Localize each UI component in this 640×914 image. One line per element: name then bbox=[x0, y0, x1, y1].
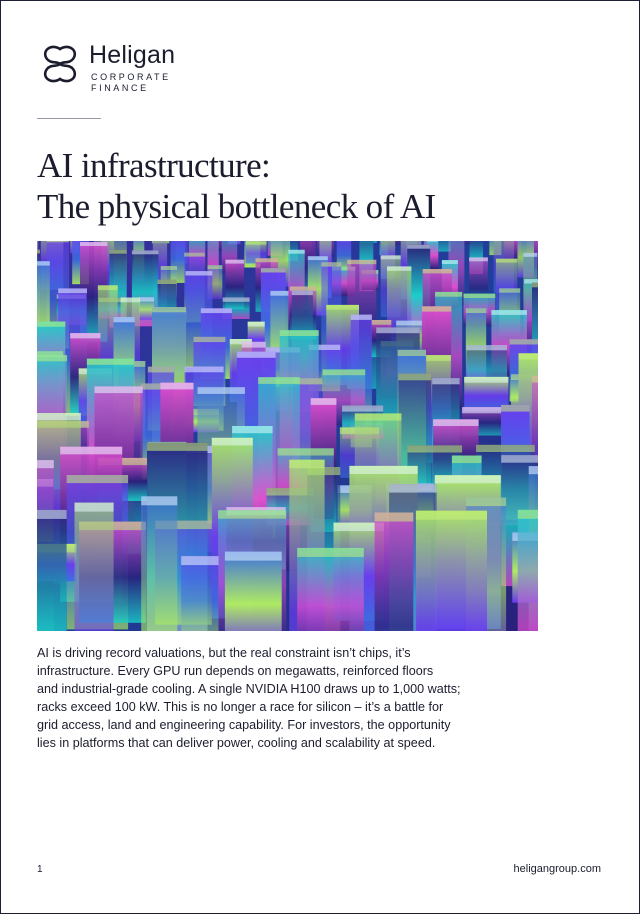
page-title bbox=[37, 145, 597, 227]
title-divider bbox=[37, 118, 101, 119]
intro-line-1: AI is driving record valuations, but the real constraint isn’t chips, it’s bbox=[37, 646, 411, 660]
brand-name: Heligan bbox=[89, 41, 176, 69]
intro-line-5: grid access, land and engineering capability. For investors, the opportunity bbox=[37, 718, 451, 732]
intro-line-2: infrastructure. Every GPU run depends on megawatts, reinforced floors bbox=[37, 664, 434, 678]
brand-logo bbox=[37, 41, 175, 94]
intro-line-6: lies in platforms that can deliver power, cooling and scalability at speed. bbox=[37, 736, 436, 750]
hero-image bbox=[37, 241, 538, 631]
page-number: 1 bbox=[37, 864, 43, 875]
heligan-knot-logo-icon bbox=[37, 41, 83, 87]
brand-sub-line-2: FINANCE bbox=[91, 83, 149, 93]
page-title-line-2: The physical bottleneck of AI bbox=[37, 187, 436, 226]
footer-url: heligangroup.com bbox=[513, 863, 601, 875]
intro-paragraph bbox=[37, 644, 557, 752]
brand-sub-line-1: CORPORATE bbox=[91, 72, 171, 82]
abstract-glass-city-blocks-image bbox=[37, 241, 538, 631]
intro-line-4: racks exceed 100 kW. This is no longer a race for silicon – it’s a battle for bbox=[37, 700, 444, 714]
intro-line-3: and industrial-grade cooling. A single NVIDIA H100 draws up to 1,000 watts; bbox=[37, 682, 461, 696]
page-title-line-1: AI infrastructure: bbox=[37, 146, 271, 185]
